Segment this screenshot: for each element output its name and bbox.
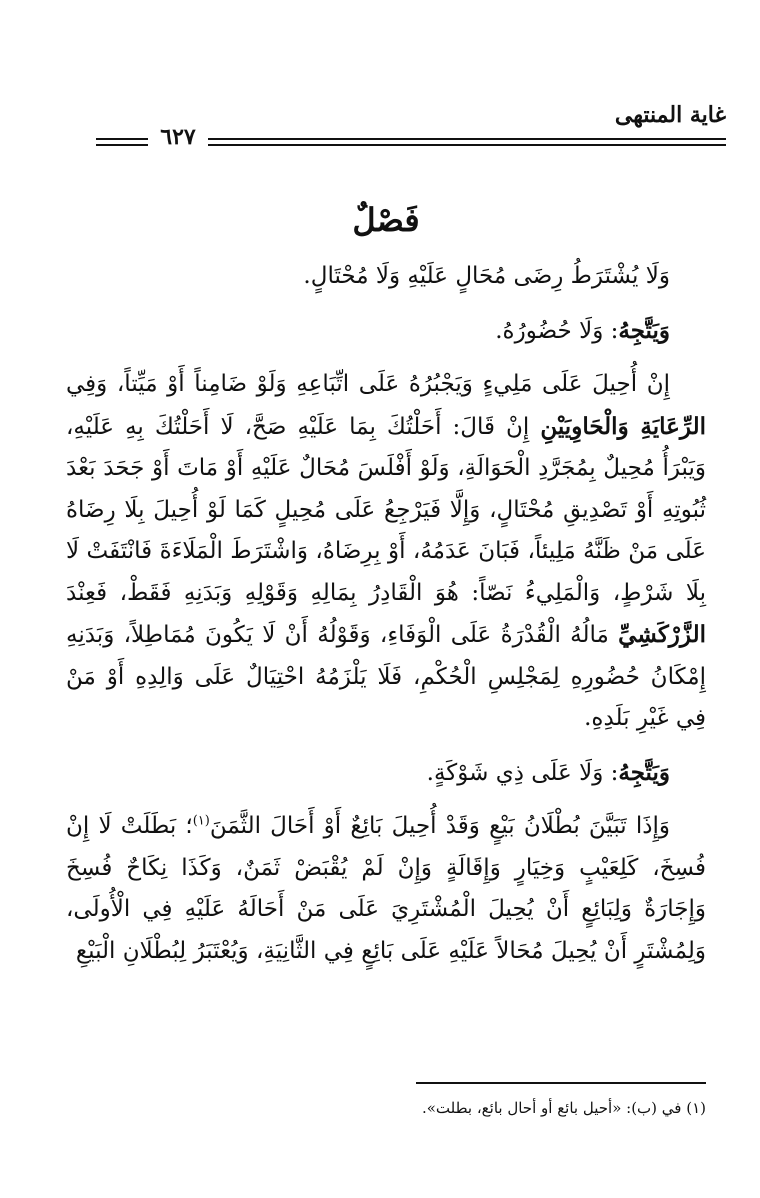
paragraph-5-part-a: وَإِذَا تَبَيَّنَ بُطْلَانُ بَيْعٍ وَقَدْ أُحِيلَ بَائِعٌ أَوْ أَحَالَ الثَّمَنَ — [209, 813, 670, 839]
paragraph-3-part-b: إِنْ قَالَ: أَحَلْتُكَ بِمَا عَلَيْهِ صَحَّ، لَا أَحَلْتُكَ بِهِ عَلَيْهِ، وَيَبْرَأُ مُحِيلٌ بِمُجَرَّدِ الْحَوَالَةِ، وَلَوْ أَفْلَسَ مُحَالٌ عَلَيْهِ أَوْ مَاتَ أَوْ جَحَدَ بَعْدَ ثُبُوتِهِ أَوْ تَصْدِيقِ مُحْتَالٍ، وَإِلَّا فَيَرْجِعُ عَلَى مُحِيلٍ كَمَا لَوْ أُحِيلَ بِلَا رِضَاهُ عَلَى مَنْ ظَنَّهُ مَلِيئاً، فَبَانَ عَدَمُهُ، أَوْ بِرِضَاهُ، وَاشْتَرَطَ الْمَلَاءَةَ فَانْتَفَتْ لَا بِلَا شَرْطٍ، وَالْمَلِيءُ نَصّاً: هُوَ الْقَادِرُ بِمَالِهِ وَقَوْلِهِ وَبَدَنِهِ فَقَطْ، فَعِنْدَ — [66, 413, 706, 606]
term-yattajih-2: وَيَتَّجِهُ — [618, 758, 670, 786]
paragraph-4-text: : وَلَا عَلَى ذِي شَوْكَةٍ. — [426, 759, 619, 786]
header-rule-right — [208, 138, 726, 146]
paragraph-5-part-b: ؛ بَطَلَتْ لَا إِنْ فُسِخَ، كَلِعَيْبٍ وَخِيَارٍ وَإِقَالَةٍ وَإِنْ لَمْ يُقْبَضْ ثَمَنٌ، وَكَذَا نِكَاحٌ فُسِخَ وَإِجَارَةٌ وَلِبَائِعٍ أَنْ يُحِيلَ الْمُشْتَرِيَ عَلَى مَنْ أَحَالَهُ عَلَيْهِ فِي الْأُولَى، وَلِمُشْتَرٍ أَنْ يُحِيلَ مُحَالاً عَلَيْهِ عَلَى بَائِعٍ فِي الثَّانِيَةِ، وَيُعْتَبَرُ لِبُطْلَانِ الْبَيْعِ — [66, 813, 706, 964]
page-number: ٦٢٧ — [160, 124, 196, 150]
book-title: غاية المنتهى — [614, 102, 726, 128]
footnote-reference: (١) — [192, 813, 210, 829]
paragraph-2-text: : وَلَا حُضُورُهُ. — [495, 317, 619, 344]
header-rule-left — [96, 138, 148, 146]
main-text — [66, 190, 706, 984]
paragraph-2 — [66, 310, 706, 353]
footnote-divider — [416, 1082, 706, 1084]
term-yattajih: وَيَتَّجِهُ — [618, 316, 670, 344]
paragraph-3-part-a: إِنْ أُحِيلَ عَلَى مَلِيءٍ وَيَجْبُرُهُ عَلَى اتِّبَاعِهِ وَلَوْ ضَامِناً أَوْ مَيِّتاً، وَفِي — [66, 371, 670, 397]
paragraph-1-text: وَلَا يُشْتَرَطُ رِضَى مُحَالٍ عَلَيْهِ وَلَا مُحْتَالٍ. — [303, 263, 670, 289]
paragraph-5 — [66, 806, 706, 972]
running-header — [96, 100, 726, 150]
footnote: (١) في (ب): «أحيل بائع أو أحال بائع، بطلت». — [421, 1099, 706, 1117]
paragraph-4 — [66, 752, 706, 795]
paragraph-3-part-c: مَالُهُ الْقُدْرَةُ عَلَى الْوَفَاءِ، وَقَوْلُهُ أَنْ لَا يَكُونَ مُمَاطِلاً، وَبَدَنِهِ إِمْكَانُ حُضُورِهِ لِمَجْلِسِ الْحُكْمِ، فَلَا يَلْزَمُهُ احْتِيَالٌ عَلَى وَالِدِهِ أَوْ مَنْ فِي غَيْرِ بَلَدِهِ. — [66, 622, 706, 731]
paragraph-3 — [66, 364, 706, 740]
term-zarkashi: الزَّرْكَشِيِّ — [618, 621, 706, 648]
paragraph-1 — [66, 256, 706, 298]
term-riaya-hawiyayn: الرِّعَايَةِ وَالْحَاوِيَيْنِ — [540, 412, 706, 440]
section-heading: فَصْلٌ — [352, 201, 420, 239]
